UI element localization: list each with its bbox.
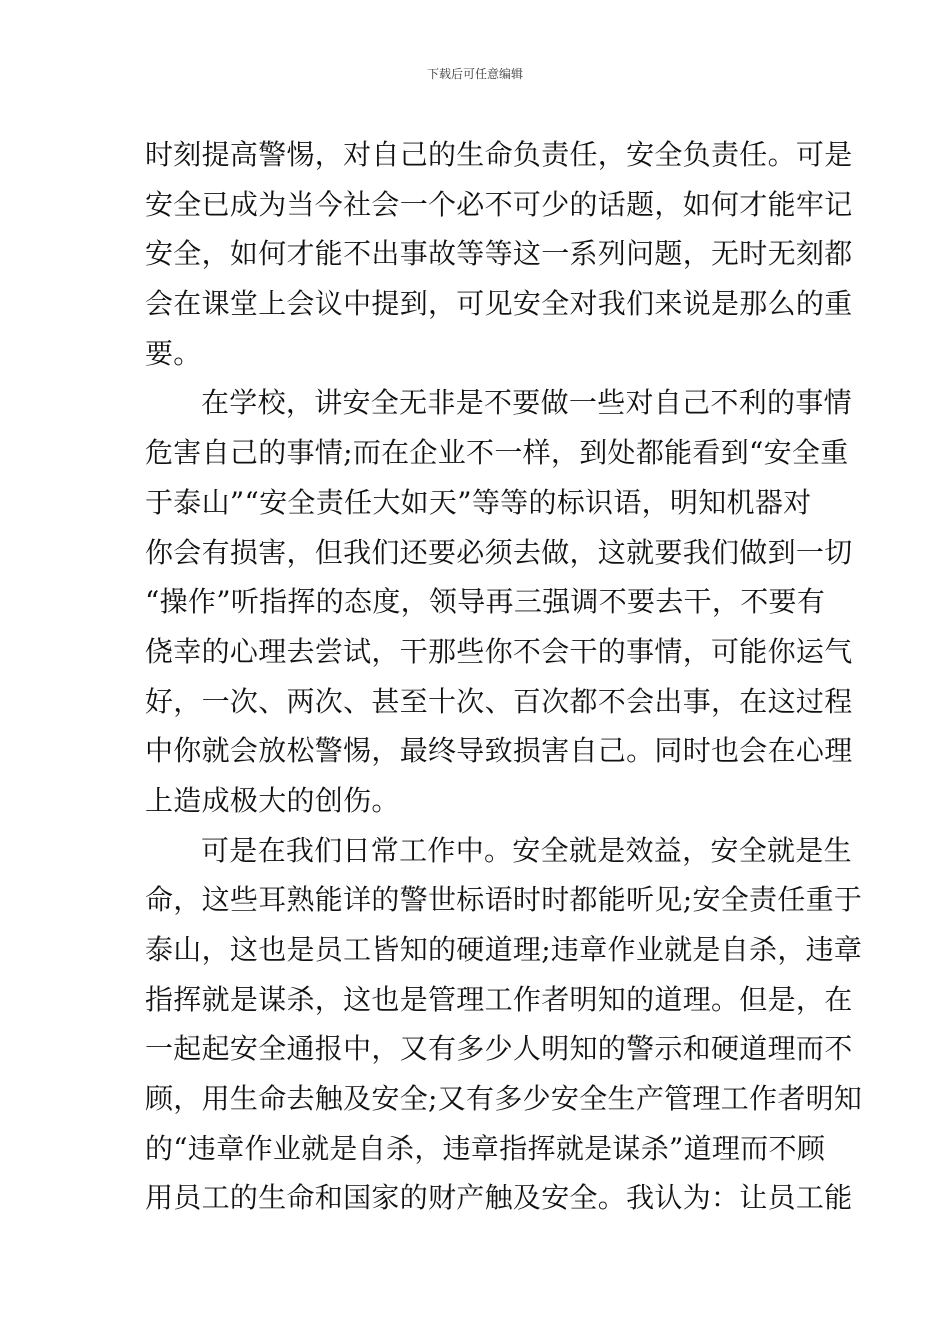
text-line: 顾，用生命去触及安全;又有多少安全生产管理工作者明知 [145, 1082, 863, 1116]
text-line: 要。 [145, 336, 202, 370]
document-body [145, 130, 863, 1223]
text-line: 安全，如何才能不出事故等等这一系列问题，无时无刻都 [145, 237, 853, 271]
text-line: 中你就会放松警惕，最终导致损害自己。同时也会在心理 [145, 734, 853, 768]
text-line: 时刻提高警惕，对自己的生命负责任，安全负责任。可是 [145, 138, 853, 171]
text-line: 好，一次、两次、甚至十次、百次都不会出事，在这过程 [145, 684, 853, 718]
text-line: 泰山，这也是员工皆知的硬道理;违章作业就是自杀，违章 [145, 933, 863, 966]
text-line: 用员工的生命和国家的财产触及安全。我认为：让员工能 [145, 1181, 853, 1215]
text-line: 你会有损害，但我们还要必须去做，这就要我们做到一切 [145, 535, 853, 569]
text-line: 在学校，讲安全无非是不要做一些对自己不利的事情 [201, 386, 852, 420]
text-line: 可是在我们日常工作中。安全就是效益，安全就是生 [201, 833, 852, 867]
text-line: 一起起安全通报中，又有多少人明知的警示和硬道理而不 [145, 1032, 853, 1066]
text-line: 命，这些耳熟能详的警世标语时时都能听见;安全责任重于 [145, 883, 863, 917]
text-line: 指挥就是谋杀，这也是管理工作者明知的道理。但是，在 [145, 982, 853, 1016]
text-line: 上造成极大的创伤。 [145, 783, 400, 817]
text-line: 危害自己的事情;而在企业不一样，到处都能看到“安全重 [145, 436, 849, 470]
page-header: 下载后可任意编辑 [426, 67, 523, 81]
text-line: “操作”听指挥的态度，领导再三强调不要去干，不要有 [145, 585, 826, 619]
text-line: 会在课堂上会议中提到，可见安全对我们来说是那么的重 [145, 287, 853, 321]
text-line: 侥幸的心理去尝试，干那些你不会干的事情，可能你运气 [145, 634, 853, 668]
text-line: 于泰山”“安全责任大如天”等等的标识语，明知机器对 [145, 485, 812, 519]
text-line: 的“违章作业就是自杀，违章指挥就是谋杀”道理而不顾 [145, 1131, 826, 1165]
text-line: 安全已成为当今社会一个必不可少的话题，如何才能牢记 [145, 187, 853, 221]
